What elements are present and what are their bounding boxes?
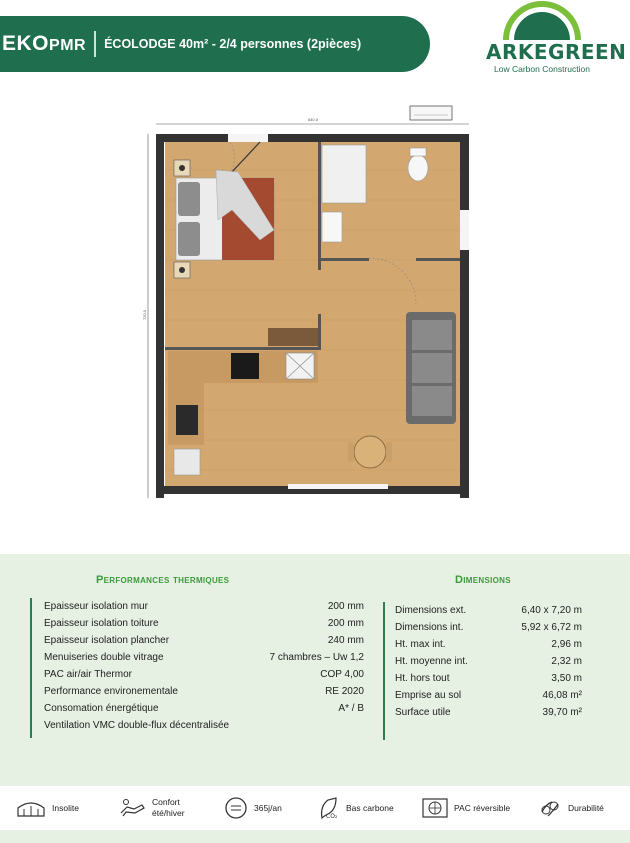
brand-prefix: EKO — [2, 32, 50, 55]
dimensions-row: Emprise au sol 46,08 m² — [395, 690, 582, 701]
dimensions-row: Dimensions int. 5,92 x 6,72 m — [395, 622, 582, 633]
thermal-row: Epaisseur isolation toiture 200 mm — [44, 618, 364, 629]
toilet — [408, 155, 428, 181]
page-title: ÉCOLODGE 40m² - 2/4 personnes (2pièces) — [104, 37, 362, 51]
logo-brand-text: ARKEGREEN — [486, 40, 627, 64]
dimensions-row: Surface utile 39,70 m² — [395, 707, 582, 718]
logo-tagline: Low Carbon Construction — [494, 64, 590, 74]
dimensions-row: Ht. moyenne int. 2,32 m — [395, 656, 582, 667]
ac-unit — [410, 106, 452, 120]
shower — [322, 145, 366, 203]
feature-365 — [224, 792, 282, 824]
calendar-365-icon — [224, 796, 248, 820]
window-top — [228, 134, 268, 142]
header-banner — [0, 16, 430, 72]
cooktop — [231, 353, 259, 379]
thermal-row: Performance environementale RE 2020 — [44, 686, 364, 697]
arkegreen-logo — [486, 0, 627, 76]
leaf-co2-icon — [318, 796, 340, 820]
brand-name — [2, 32, 86, 56]
floor-plan — [138, 100, 478, 500]
thermal-row: Menuiseries double vitrage 7 chambres – Uw 1,2 — [44, 652, 364, 663]
header-separator — [94, 31, 96, 57]
feature-insolite — [16, 792, 79, 824]
kitchen-wall — [165, 347, 318, 350]
dimensions-table — [395, 602, 582, 721]
height-dimension: 720.0 — [142, 309, 147, 321]
features-strip — [0, 786, 630, 830]
info-panel — [0, 554, 630, 786]
thermal-table — [44, 598, 364, 734]
footer-band — [0, 830, 630, 843]
svg-text:CO₂: CO₂ — [326, 813, 338, 820]
heat-pump-icon — [422, 798, 448, 818]
bed — [176, 170, 274, 260]
wall-top — [156, 134, 469, 142]
thermal-row: PAC air/air Thermor COP 4,00 — [44, 669, 364, 680]
thermal-title: Performances thermiques — [96, 574, 230, 586]
feature-durabilite — [538, 792, 604, 824]
feature-label: Insolite — [52, 803, 79, 813]
sofa — [406, 312, 456, 424]
wall-right — [460, 134, 469, 498]
window-right — [460, 210, 469, 250]
window-bottom — [288, 484, 388, 489]
thermal-row: Epaisseur isolation plancher 240 mm — [44, 635, 364, 646]
recliner-icon — [118, 797, 146, 819]
dimensions-row: Ht. max int. 2,96 m — [395, 639, 582, 650]
durability-icon — [538, 796, 562, 820]
thermal-row: Ventilation VMC double-flux décentralisée — [44, 720, 230, 731]
feature-label: 365j/an — [254, 803, 282, 813]
feature-confort — [118, 792, 185, 824]
brand-suffix: PMR — [49, 37, 87, 54]
washbasin — [322, 212, 342, 242]
bathroom-wall — [318, 142, 321, 270]
feature-label: Durabilité — [568, 803, 604, 813]
thermal-divider — [30, 598, 32, 738]
feature-pac — [422, 792, 510, 824]
feature-label: PAC réversible — [454, 803, 511, 813]
washing-machine — [174, 449, 200, 475]
dimensions-row: Dimensions ext. 6,40 x 7,20 m — [395, 605, 582, 616]
dining-table — [354, 436, 386, 468]
kitchen-shelf — [268, 328, 318, 346]
thermal-row: Consomation énergétique A* / B — [44, 703, 364, 714]
house-icon — [16, 798, 46, 818]
logo-arch-icon — [500, 0, 584, 40]
sink — [176, 405, 198, 435]
width-dimension: 640.0 — [307, 117, 319, 122]
dimensions-divider — [383, 602, 385, 740]
feature-label: Bas carbone — [346, 803, 394, 813]
thermal-row: Epaisseur isolation mur 200 mm — [44, 601, 364, 612]
feature-label-line2: été/hiver — [152, 808, 185, 818]
dimensions-row: Ht. hors tout 3,50 m — [395, 673, 582, 684]
feature-label: Confort — [152, 797, 180, 807]
dimensions-title: Dimensions — [455, 574, 511, 586]
wall-left — [156, 134, 164, 498]
feature-bas-carbone — [318, 792, 394, 824]
